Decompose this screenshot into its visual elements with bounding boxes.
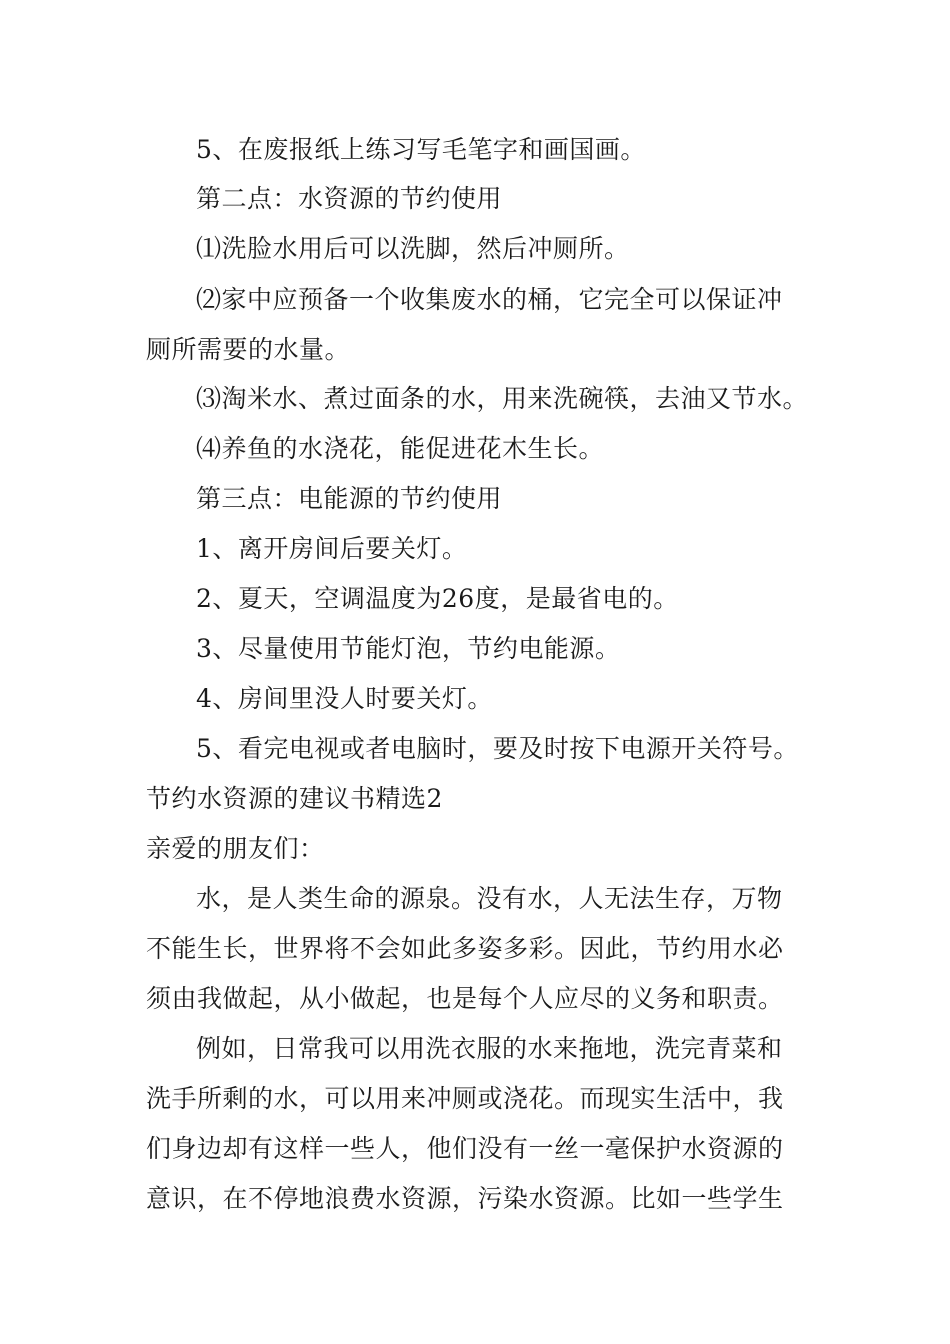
text-line: ⑶淘米水、煮过面条的水，用来洗碗筷，去油又节水。 — [196, 384, 809, 413]
text-line: ⑴洗脸水用后可以洗脚，然后冲厕所。 — [196, 234, 630, 263]
text-line: 2、夏天，空调温度为26度，是最省电的。 — [196, 584, 679, 613]
text-line: 不能生长，世界将不会如此多姿多彩。因此，节约用水必 — [146, 934, 784, 963]
text-line: 洗手所剩的水，可以用来冲厕或浇花。而现实生活中，我 — [146, 1084, 784, 1113]
text-line: 水，是人类生命的源泉。没有水，人无法生存，万物 — [196, 884, 783, 913]
text-line: 3、尽量使用节能灯泡，节约电能源。 — [196, 634, 621, 663]
text-line: 1、离开房间后要关灯。 — [196, 534, 468, 563]
section-heading: 第三点：电能源的节约使用 — [196, 484, 503, 513]
salutation: 亲爱的朋友们： — [146, 834, 325, 863]
text-line: 须由我做起，从小做起，也是每个人应尽的义务和职责。 — [146, 984, 784, 1013]
section-heading: 第二点：水资源的节约使用 — [196, 184, 503, 213]
text-line: 例如，日常我可以用洗衣服的水来拖地，洗完青菜和 — [196, 1034, 783, 1063]
text-line: 厕所需要的水量。 — [146, 335, 351, 364]
text-line: 们身边却有这样一些人，他们没有一丝一毫保护水资源的 — [146, 1134, 784, 1163]
text-line: ⑵家中应预备一个收集废水的桶，它完全可以保证冲 — [196, 285, 783, 314]
text-line: 4、房间里没人时要关灯。 — [196, 684, 493, 713]
text-line: 5、看完电视或者电脑时，要及时按下电源开关符号。 — [196, 734, 799, 763]
text-line: 5、在废报纸上练习写毛笔字和画国画。 — [196, 135, 646, 164]
article-title: 节约水资源的建议书精选2 — [146, 784, 443, 813]
text-line: 意识，在不停地浪费水资源，污染水资源。比如一些学生 — [146, 1184, 784, 1213]
text-line: ⑷养鱼的水浇花，能促进花木生长。 — [196, 434, 605, 463]
